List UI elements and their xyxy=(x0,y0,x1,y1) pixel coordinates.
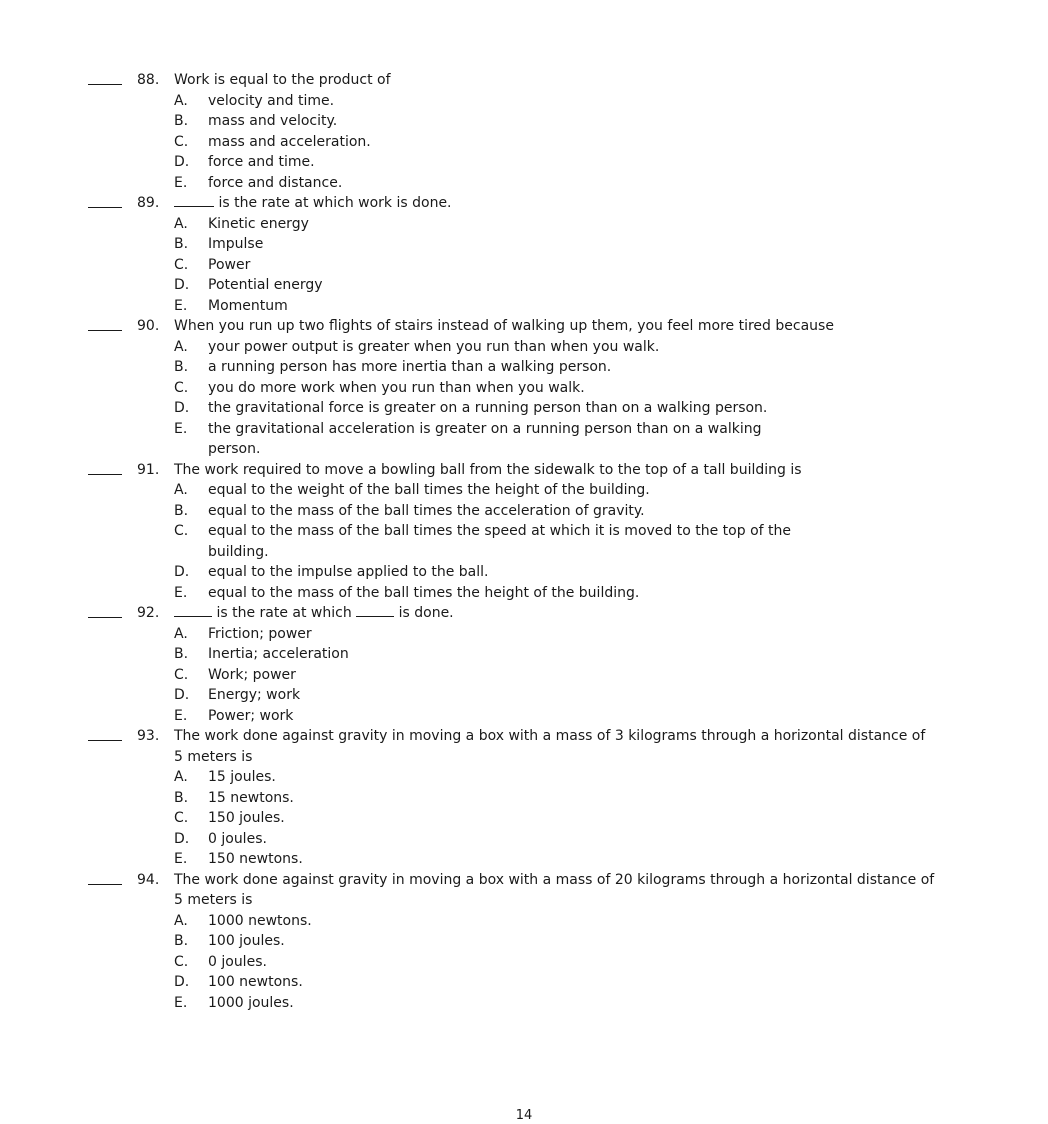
option-letter: B. xyxy=(174,236,189,252)
answer-blank[interactable] xyxy=(88,460,122,475)
answer-blank[interactable] xyxy=(88,70,122,85)
question-stem xyxy=(174,603,454,624)
option-text: equal to the mass of the ball times the speed at which it is moved to the top of the building. xyxy=(208,523,791,560)
option-a[interactable] xyxy=(88,480,1008,501)
option-e[interactable] xyxy=(88,173,1008,194)
option-d[interactable] xyxy=(88,275,1008,296)
option-text: force and distance. xyxy=(208,174,343,191)
option-text: 0 joules. xyxy=(208,953,267,970)
question-93 xyxy=(88,726,1008,870)
answer-blank[interactable] xyxy=(88,726,122,741)
question-stem: The work done against gravity in moving a box with a mass of 20 kilograms through a horizontal distance of xyxy=(174,871,935,888)
question-stem xyxy=(174,193,452,214)
fill-in-blank[interactable] xyxy=(174,193,214,207)
option-letter: B. xyxy=(174,359,189,375)
option-text: equal to the mass of the ball times the acceleration of gravity. xyxy=(208,502,645,519)
option-b[interactable] xyxy=(88,788,1008,809)
option-letter: C. xyxy=(174,810,189,826)
option-c[interactable] xyxy=(88,378,1008,399)
stem-text: is the rate at which work is done. xyxy=(214,195,452,211)
option-a[interactable] xyxy=(88,337,1008,358)
option-letter: D. xyxy=(174,154,190,170)
question-number: 90. xyxy=(137,318,160,334)
option-letter: D. xyxy=(174,400,190,416)
option-b[interactable] xyxy=(88,111,1008,132)
option-b[interactable] xyxy=(88,931,1008,952)
quiz-page xyxy=(88,70,1008,1013)
option-letter: E. xyxy=(174,297,188,314)
option-d[interactable] xyxy=(88,398,1008,419)
answer-blank[interactable] xyxy=(88,603,122,618)
answer-blank[interactable] xyxy=(88,870,122,885)
option-d[interactable] xyxy=(88,562,1008,583)
option-letter: D. xyxy=(174,277,190,293)
option-letter: A. xyxy=(174,92,188,109)
option-text: Work; power xyxy=(208,666,296,683)
option-e[interactable] xyxy=(88,296,1008,317)
option-letter: A. xyxy=(174,769,188,785)
question-header xyxy=(88,870,1008,891)
option-text: 15 joules. xyxy=(208,769,276,785)
option-letter: A. xyxy=(174,215,188,232)
option-text: equal to the weight of the ball times the height of the building. xyxy=(208,482,650,498)
option-list xyxy=(88,480,1008,603)
option-letter: E. xyxy=(174,420,188,437)
option-text: Kinetic energy xyxy=(208,215,309,232)
option-letter: E. xyxy=(174,707,188,724)
question-header xyxy=(88,70,1008,91)
stem-text: is the rate at which xyxy=(212,605,357,621)
option-text: Power xyxy=(208,256,251,273)
option-text: 1000 newtons. xyxy=(208,912,312,929)
option-text: you do more work when you run than when you walk. xyxy=(208,379,585,396)
question-stem: The work done against gravity in moving a box with a mass of 3 kilograms through a horizontal distance of xyxy=(174,728,926,744)
option-letter: C. xyxy=(174,523,189,539)
option-b[interactable] xyxy=(88,501,1008,522)
option-text: velocity and time. xyxy=(208,92,335,109)
option-letter: C. xyxy=(174,379,189,396)
option-letter: B. xyxy=(174,789,189,806)
question-number: 88. xyxy=(137,72,160,88)
option-d[interactable] xyxy=(88,685,1008,706)
option-letter: E. xyxy=(174,994,188,1011)
option-text: the gravitational acceleration is greater on a running person than on a walking person. xyxy=(208,420,762,457)
option-text: 150 newtons. xyxy=(208,851,303,867)
question-number: 91. xyxy=(137,461,160,478)
question-header xyxy=(88,316,1008,337)
option-text: mass and acceleration. xyxy=(208,133,371,150)
question-91 xyxy=(88,460,1008,604)
option-text: 100 newtons. xyxy=(208,974,303,990)
option-letter: D. xyxy=(174,830,190,847)
option-b[interactable] xyxy=(88,234,1008,255)
option-letter: A. xyxy=(174,482,188,498)
option-text: force and time. xyxy=(208,154,315,170)
option-list xyxy=(88,911,1008,1014)
fill-in-blank[interactable] xyxy=(356,603,394,617)
option-letter: A. xyxy=(174,338,188,355)
option-text: Energy; work xyxy=(208,687,301,703)
option-letter: D. xyxy=(174,564,190,580)
option-letter: C. xyxy=(174,133,189,150)
option-list xyxy=(88,337,1008,460)
option-letter: A. xyxy=(174,625,188,642)
question-90 xyxy=(88,316,1008,460)
option-text: your power output is greater when you run than when you walk. xyxy=(208,338,660,355)
fill-in-blank[interactable] xyxy=(174,603,212,617)
option-letter: C. xyxy=(174,256,189,273)
question-number: 92. xyxy=(137,605,160,621)
answer-blank[interactable] xyxy=(88,316,122,331)
option-letter: E. xyxy=(174,584,188,601)
option-text: 150 joules. xyxy=(208,810,285,826)
option-letter: C. xyxy=(174,666,189,683)
question-header xyxy=(88,460,1008,481)
option-e[interactable] xyxy=(88,706,1008,727)
page-number: 14 xyxy=(515,1108,533,1123)
option-list xyxy=(88,214,1008,317)
option-d[interactable] xyxy=(88,972,1008,993)
option-text: Impulse xyxy=(208,236,264,252)
option-c[interactable] xyxy=(88,255,1008,276)
option-c[interactable] xyxy=(88,665,1008,686)
option-e[interactable] xyxy=(88,849,1008,870)
option-letter: D. xyxy=(174,687,190,703)
question-stem: When you run up two flights of stairs instead of walking up them, you feel more tired because xyxy=(174,318,834,334)
option-list xyxy=(88,767,1008,870)
option-text: equal to the impulse applied to the ball. xyxy=(208,564,489,580)
option-c[interactable] xyxy=(88,952,1008,973)
option-c[interactable] xyxy=(88,521,1008,562)
question-94 xyxy=(88,870,1008,1014)
question-89 xyxy=(88,193,1008,316)
option-letter: A. xyxy=(174,912,188,929)
question-header xyxy=(88,193,1008,214)
option-a[interactable] xyxy=(88,911,1008,932)
option-text: 1000 joules. xyxy=(208,994,294,1011)
option-letter: B. xyxy=(174,933,189,949)
option-text: 15 newtons. xyxy=(208,789,294,806)
option-letter: B. xyxy=(174,113,189,129)
option-letter: D. xyxy=(174,974,190,990)
option-text: mass and velocity. xyxy=(208,113,338,129)
question-header xyxy=(88,726,1008,747)
option-b[interactable] xyxy=(88,357,1008,378)
question-88 xyxy=(88,70,1008,193)
option-e[interactable] xyxy=(88,993,1008,1014)
option-c[interactable] xyxy=(88,132,1008,153)
option-list xyxy=(88,91,1008,194)
question-number: 94. xyxy=(137,871,160,888)
answer-blank[interactable] xyxy=(88,193,122,208)
option-text: Power; work xyxy=(208,707,294,724)
question-92 xyxy=(88,603,1008,726)
option-list xyxy=(88,624,1008,727)
option-text: Inertia; acceleration xyxy=(208,646,349,662)
option-e[interactable] xyxy=(88,419,1008,460)
question-stem: The work required to move a bowling ball from the sidewalk to the top of a tall building is xyxy=(174,461,802,478)
question-number: 89. xyxy=(137,195,160,211)
option-a[interactable] xyxy=(88,767,1008,788)
option-c[interactable] xyxy=(88,808,1008,829)
option-letter: E. xyxy=(174,851,188,867)
option-text: Friction; power xyxy=(208,625,312,642)
option-text: Momentum xyxy=(208,297,288,314)
option-text: the gravitational force is greater on a running person than on a walking person. xyxy=(208,400,768,416)
option-letter: E. xyxy=(174,174,188,191)
stem-text: is done. xyxy=(394,605,454,621)
option-a[interactable] xyxy=(88,91,1008,112)
question-number: 93. xyxy=(137,728,160,744)
option-a[interactable] xyxy=(88,624,1008,645)
option-letter: B. xyxy=(174,646,189,662)
question-header xyxy=(88,603,1008,624)
option-text: 0 joules. xyxy=(208,830,267,847)
question-stem-continuation: 5 meters is xyxy=(174,748,253,765)
option-text: a running person has more inertia than a walking person. xyxy=(208,359,612,375)
option-text: 100 joules. xyxy=(208,933,285,949)
option-a[interactable] xyxy=(88,214,1008,235)
question-stem: Work is equal to the product of xyxy=(174,72,391,88)
option-d[interactable] xyxy=(88,152,1008,173)
option-b[interactable] xyxy=(88,644,1008,665)
question-stem-continuation: 5 meters is xyxy=(174,892,253,908)
option-letter: B. xyxy=(174,502,189,519)
option-text: equal to the mass of the ball times the height of the building. xyxy=(208,584,640,601)
option-text: Potential energy xyxy=(208,277,323,293)
option-e[interactable] xyxy=(88,583,1008,604)
option-d[interactable] xyxy=(88,829,1008,850)
option-letter: C. xyxy=(174,953,189,970)
